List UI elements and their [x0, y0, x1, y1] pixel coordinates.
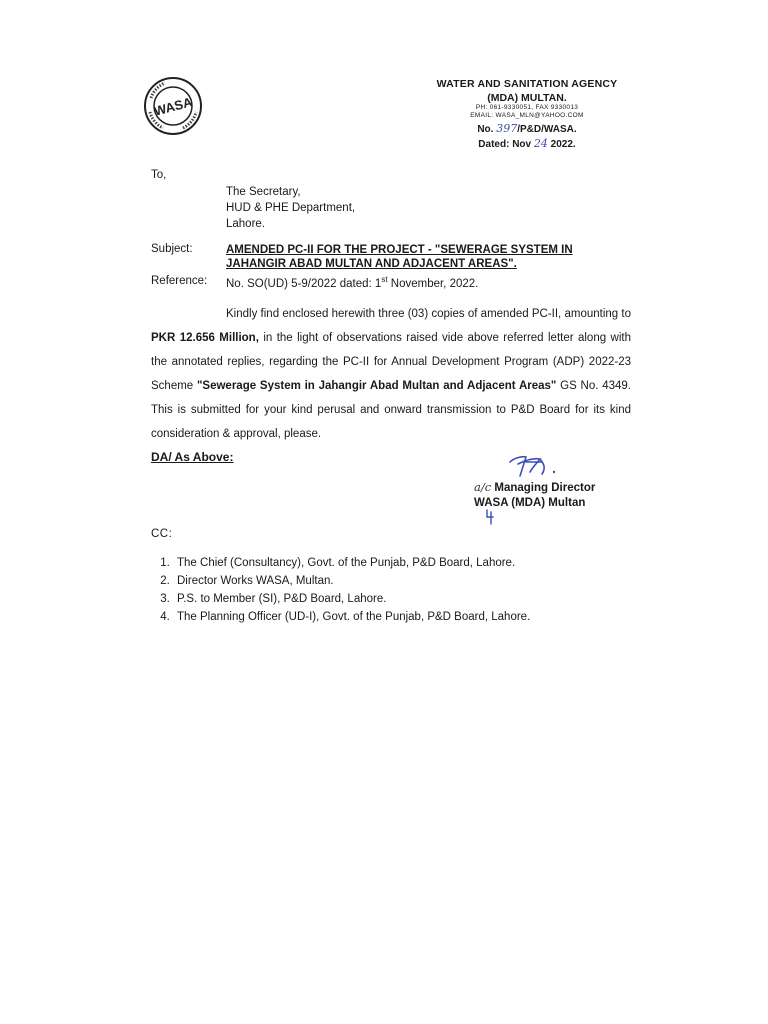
cc-item: 3. P.S. to Member (SI), P&D Board, Lahore.	[173, 590, 530, 608]
signatory-block	[474, 480, 595, 511]
reference-number	[412, 122, 642, 135]
ref-no-suffix: /P&D/WASA.	[517, 124, 577, 135]
signatory-prefix: a/c	[474, 480, 492, 494]
reference-text	[226, 275, 478, 290]
date-prefix: Dated: Nov	[478, 139, 532, 150]
reference-after: November, 2022.	[387, 277, 479, 290]
cc-list	[151, 554, 530, 626]
subject-label: Subject:	[151, 243, 193, 255]
cc-label: CC:	[151, 528, 173, 540]
to-label: To,	[151, 169, 167, 181]
body-paragraph	[151, 302, 631, 446]
subject-line-2: JAHANGIR ABAD MULTAN AND ADJACENT AREAS".	[226, 258, 517, 270]
body-part-3: GS No. 4349. This is submitted for your kind perusal and onward transmission to P&D Board for its kind consideration & approval, please.	[151, 380, 631, 440]
date-handwritten: 24	[533, 137, 548, 150]
phone-fax: PH: 061-9330051, FAX 9330013	[475, 104, 579, 111]
ref-no-prefix: No.	[477, 124, 494, 135]
ref-no-handwritten: 397	[496, 122, 518, 135]
body-scheme: "Sewerage System in Jahangir Abad Multan and Adjacent Areas"	[196, 380, 557, 392]
initial-mark-icon	[484, 508, 496, 526]
recipient-line-1: The Secretary,	[226, 186, 301, 198]
cc-item: 4. The Planning Officer (UD-I), Govt. of the Punjab, P&D Board, Lahore.	[173, 608, 530, 626]
subject-text	[226, 243, 632, 271]
letterhead	[412, 78, 642, 150]
recipient-line-2: HUD & PHE Department,	[226, 202, 356, 214]
body-amount: PKR 12.656 Million,	[151, 332, 259, 344]
recipient-address	[226, 184, 355, 232]
reference-sup: st	[381, 275, 388, 284]
recipient-line-3: Lahore.	[226, 218, 266, 230]
reference-before: No. SO(UD) 5-9/2022 dated: 1	[226, 277, 382, 290]
cc-item: 1. The Chief (Consultancy), Govt. of the Punjab, P&D Board, Lahore.	[173, 554, 530, 572]
signatory-title: Managing Director	[494, 482, 596, 494]
letter-date	[412, 137, 642, 150]
signatory-org: WASA (MDA) Multan	[474, 497, 586, 509]
date-suffix: 2022.	[550, 139, 576, 150]
reference-label: Reference:	[151, 275, 208, 287]
agency-sub: (MDA) MULTAN.	[487, 92, 567, 104]
email: EMAIL: WASA_MLN@YAHOO.COM	[470, 112, 584, 119]
subject-line-1: AMENDED PC-II FOR THE PROJECT - "SEWERAGE SYSTEM IN	[226, 244, 573, 256]
body-part-2: in the light of observations raised vide above referred letter along with the annotated replies, regarding the PC-II for Annual Development Program (ADP) 2022-23 Scheme	[151, 332, 631, 392]
agency-name: WATER AND SANITATION AGENCY	[436, 78, 618, 90]
cc-item: 2. Director Works WASA, Multan.	[173, 572, 530, 590]
body-part-1: Kindly find enclosed herewith three (03) copies of amended PC-II, amounting to	[226, 308, 631, 320]
wasa-logo-icon	[143, 76, 203, 136]
enclosure-note: DA/ As Above:	[151, 450, 234, 464]
svg-text:WASA: WASA	[152, 94, 194, 119]
